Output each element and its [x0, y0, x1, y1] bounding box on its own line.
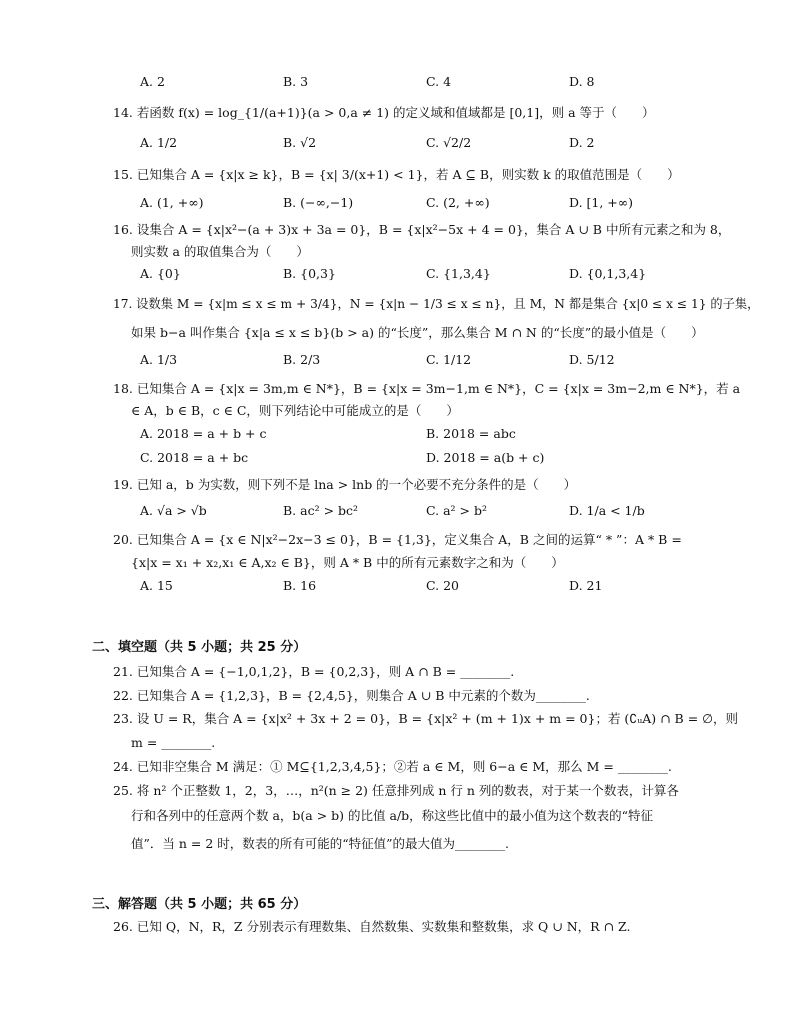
q20-option-a: A. 15	[140, 578, 173, 593]
q20-option-b: B. 16	[283, 578, 317, 593]
q21-text: 21. 已知集合 A = {−1,0,1,2}，B = {0,2,3}，则 A ∩ B = ________.	[113, 664, 515, 679]
q17-option-a: A. 1/3	[140, 352, 178, 367]
q19-option-a: A. √a > √b	[140, 503, 207, 518]
q22-text: 22. 已知集合 A = {1,2,3}，B = {2,4,5}，则集合 A ∪ B 中元素的个数为________.	[113, 688, 590, 703]
q19-stem: 19. 已知 a，b 为实数，则下列不是 lna > lnb 的一个必要不充分条件的是（ ）	[113, 477, 577, 492]
q18-stem-line1: 18. 已知集合 A = {x|x = 3m,m ∈ N*}，B = {x|x = 3m−1,m ∈ N*}，C = {x|x = 3m−2,m ∈ N*}，若 a	[113, 381, 741, 396]
q16-stem-line2: 则实数 a 的取值集合为（ ）	[131, 244, 309, 259]
q13-option-b: B. 3	[283, 74, 309, 89]
q17-stem-line2: 如果 b−a 叫作集合 {x|a ≤ x ≤ b}(b > a) 的“长度”，那么集合 M ∩ N 的“长度”的最小值是（ ）	[131, 325, 704, 340]
q24-text: 24. 已知非空集合 M 满足：① M⊆{1,2,3,4,5}；②若 a ∈ M，则 6−a ∈ M，那么 M = ________.	[113, 759, 672, 774]
q15-option-b: B. (−∞,−1)	[283, 195, 354, 210]
q20-option-c: C. 20	[426, 578, 459, 593]
q20-stem-line2: {x|x = x₁ + x₂,x₁ ∈ A,x₂ ∈ B}，则 A * B 中的所有元素数字之和为（ ）	[131, 555, 564, 570]
q13-option-d: D. 8	[569, 74, 595, 89]
q20-option-d: D. 21	[569, 578, 603, 593]
q18-stem-line2: ∈ A，b ∈ B，c ∈ C，则下列结论中可能成立的是（ ）	[131, 403, 459, 418]
q14-stem: 14. 若函数 f(x) = log_{1/(a+1)}(a > 0,a ≠ 1) 的定义域和值域都是 [0,1]，则 a 等于（ ）	[113, 105, 655, 120]
q16-option-d: D. {0,1,3,4}	[569, 266, 647, 281]
q17-option-d: D. 5/12	[569, 352, 615, 367]
q19-option-b: B. ac² > bc²	[283, 503, 359, 518]
q18-option-b: B. 2018 = abc	[426, 426, 516, 441]
q16-option-c: C. {1,3,4}	[426, 266, 491, 281]
q17-option-b: B. 2/3	[283, 352, 321, 367]
q14-option-b: B. √2	[283, 135, 317, 150]
q16-option-a: A. {0}	[140, 266, 181, 281]
q14-option-d: D. 2	[569, 135, 595, 150]
q25-text-line1: 25. 将 n² 个正整数 1，2，3，…，n²(n ≥ 2) 任意排列成 n 行 n 列的数表，对于某一个数表，计算各	[113, 783, 679, 798]
q19-option-d: D. 1/a < 1/b	[569, 503, 645, 518]
section-solution-title: 三、解答题（共 5 小题；共 65 分）	[92, 897, 307, 912]
q15-stem: 15. 已知集合 A = {x|x ≥ k}，B = {x| 3/(x+1) < 1}，若 A ⊆ B，则实数 k 的取值范围是（ ）	[113, 167, 680, 182]
q17-option-c: C. 1/12	[426, 352, 472, 367]
q15-option-a: A. (1, +∞)	[140, 195, 204, 210]
q19-option-c: C. a² > b²	[426, 503, 487, 518]
q18-option-d: D. 2018 = a(b + c)	[426, 450, 545, 465]
q23-text-line1: 23. 设 U = R，集合 A = {x|x² + 3x + 2 = 0}，B = {x|x² + (m + 1)x + m = 0}；若 (∁ᵤA) ∩ B = ∅，则	[113, 711, 739, 726]
q14-option-c: C. √2/2	[426, 135, 472, 150]
q20-stem-line1: 20. 已知集合 A = {x ∈ N|x²−2x−3 ≤ 0}，B = {1,3}，定义集合 A，B 之间的运算“ * ”：A * B =	[113, 532, 682, 547]
q15-option-d: D. [1, +∞)	[569, 195, 634, 210]
q14-option-a: A. 1/2	[140, 135, 178, 150]
q17-stem-line1: 17. 设数集 M = {x|m ≤ x ≤ m + 3/4}，N = {x|n − 1/3 ≤ x ≤ n}，且 M，N 都是集合 {x|0 ≤ x ≤ 1} 的子集，	[113, 296, 760, 311]
q16-option-b: B. {0,3}	[283, 266, 336, 281]
q13-option-a: A. 2	[140, 74, 165, 89]
q25-text-line3: 值”．当 n = 2 时，数表的所有可能的“特征值”的最大值为________.	[131, 836, 510, 851]
q15-option-c: C. (2, +∞)	[426, 195, 490, 210]
q13-option-c: C. 4	[426, 74, 452, 89]
q16-stem-line1: 16. 设集合 A = {x|x²−(a + 3)x + 3a = 0}，B = {x|x²−5x + 4 = 0}，集合 A ∪ B 中所有元素之和为 8，	[113, 222, 731, 237]
q18-option-a: A. 2018 = a + b + c	[140, 426, 267, 441]
section-fill-in-title: 二、填空题（共 5 小题；共 25 分）	[92, 640, 307, 655]
q18-option-c: C. 2018 = a + bc	[140, 450, 249, 465]
q23-text-line2: m = ________.	[131, 735, 216, 750]
q25-text-line2: 行和各列中的任意两个数 a，b(a > b) 的比值 a/b，称这些比值中的最小值为这个数表的“特征	[131, 808, 654, 823]
q26-text: 26. 已知 Q，N，R，Z 分别表示有理数集、自然数集、实数集和整数集，求 Q ∪ N，R ∩ Z.	[113, 919, 631, 934]
